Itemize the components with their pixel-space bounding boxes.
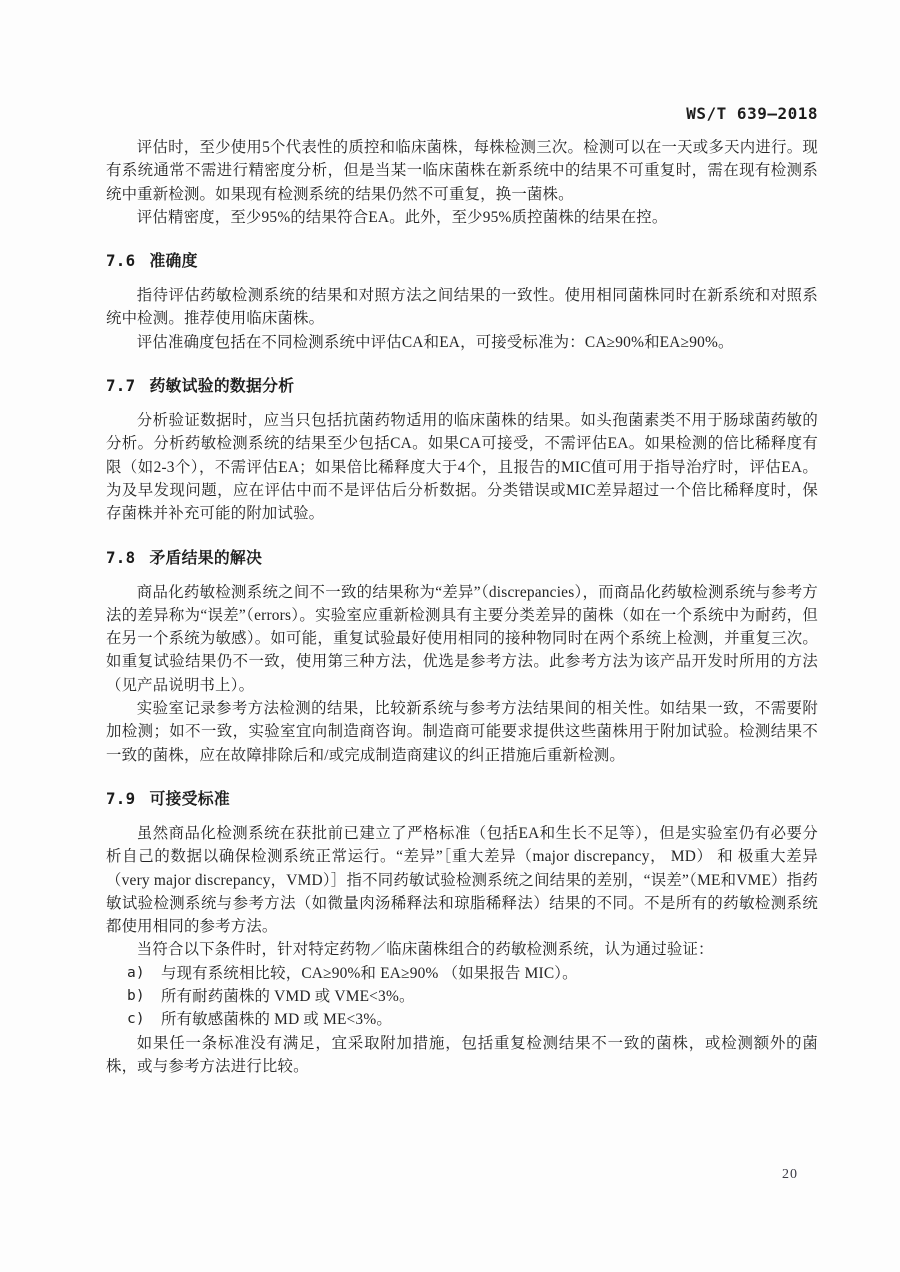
section-7-6-paragraph-1: 指待评估药敏检测系统的结果和对照方法之间结果的一致性。使用相同菌株同时在新系统和对照系统中检测。推荐使用临床菌株。 [106, 287, 818, 328]
criteria-list-item-c [106, 1008, 818, 1031]
standard-code-header: WS/T 639—2018 [686, 104, 818, 123]
section-title: 矛盾结果的解决 [149, 549, 263, 567]
section-number: 7.7 [106, 376, 136, 396]
list-item-text: 与现有系统相比较，CA≥90%和 EA≥90% （如果报告 MIC）。 [161, 964, 578, 982]
list-item-label: c) [127, 1011, 145, 1028]
intro-paragraph-2: 评估精密度，至少95%的结果符合EA。此外，至少95%质控菌株的结果在控。 [136, 208, 668, 226]
list-item-label: b) [127, 988, 145, 1005]
section-heading-7-7 [106, 373, 818, 396]
section-7-7-paragraph-1: 分析验证数据时，应当只包括抗菌药物适用的临床菌株的结果。如头孢菌素类不用于肠球菌药敏的分析。分析药敏检测系统的结果至少包括CA。如果CA可接受，不需评估EA。如果检测的倍比稀释度有限（如2-3个），不需评估EA；如果倍比稀释度大于4个，且报告的MIC值可用于指导治疗时，评估EA。为及早发现问题，应在评估中而不是评估后分析数据。分类错误或MIC差异超过一个倍比稀释度时，保存菌株并补充可能的附加试验。 [106, 412, 818, 523]
section-7-8-paragraph-2: 实验室记录参考方法检测的结果，比较新系统与参考方法结果间的相关性。如结果一致，不需要附加检测；如不一致，实验室宜向制造商咨询。制造商可能要求提供这些菌株用于附加试验。检测结果不一致的菌株，应在故障排除后和/或完成制造商建议的纠正措施后重新检测。 [106, 700, 818, 764]
intro-paragraph-1: 评估时，至少使用5个代表性的质控和临床菌株，每株检测三次。检测可以在一天或多天内进行。现有系统通常不需进行精密度分析，但是当某一临床菌株在新系统中的结果不可重复时，需在现有检测系统中重新检测。如果现有检测系统的结果仍然不可重复，换一菌株。 [106, 139, 818, 203]
page-number: 20 [782, 1167, 798, 1182]
section-7-9-paragraph-1: 虽然商品化检测系统在获批前已建立了严格标准（包括EA和生长不足等），但是实验室仍有必要分析自己的数据以确保检测系统正常运行。“差异”［重大差异（major discrepancy， MD） 和 极重大差异（very major discrepancy，VMD）］指不同药敏试验检测系统之间结果的差别，“误差”（ME和VME）指药敏试验检测系统与参考方法（如微量肉汤稀释法和琼脂稀释法）结果的不同。不是所有的药敏检测系统都使用相同的参考方法。 [106, 824, 818, 936]
criteria-list-item-b [106, 985, 818, 1008]
section-title: 准确度 [149, 253, 198, 271]
list-item-text: 所有耐药菌株的 VMD 或 VME<3%。 [161, 988, 415, 1006]
section-title: 可接受标准 [149, 790, 230, 808]
list-item-text: 所有敏感菌株的 MD 或 ME<3%。 [161, 1011, 392, 1029]
section-7-8-paragraph-1: 商品化药敏检测系统之间不一致的结果称为“差异”（discrepancies），而商品化药敏检测系统与参考方法的差异称为“误差”（errors）。实验室应重新检测具有主要分类差异的菌株（如在一个系统中为耐药，但在另一个系统为敏感）。如可能，重复试验最好使用相同的接种物同时在两个系统上检测，并重复三次。如重复试验结果仍不一致，使用第三种方法，优选是参考方法。此参考方法为该产品开发时所用的方法（见产品说明书上）。 [106, 583, 818, 694]
list-item-label: a) [127, 964, 145, 981]
section-number: 7.8 [106, 547, 136, 567]
section-7-9-closing-paragraph: 如果任一条标准没有满足，宜采取附加措施，包括重复检测结果不一致的菌株，或检测额外的菌株，或与参考方法进行比较。 [106, 1034, 818, 1075]
section-7-6-paragraph-2: 评估准确度包括在不同检测系统中评估CA和EA，可接受标准为：CA≥90%和EA≥90%。 [136, 333, 734, 351]
criteria-list-item-a [106, 962, 818, 985]
section-heading-7-8 [106, 545, 818, 568]
section-title: 药敏试验的数据分析 [149, 378, 295, 396]
section-heading-7-6 [106, 248, 818, 271]
section-heading-7-9 [106, 786, 818, 809]
document-page [106, 104, 818, 1078]
section-number: 7.9 [106, 788, 136, 808]
section-7-9-conditions-intro: 当符合以下条件时，针对特定药物／临床菌株组合的药敏检测系统，认为通过验证： [136, 941, 714, 959]
section-number: 7.6 [106, 251, 136, 271]
